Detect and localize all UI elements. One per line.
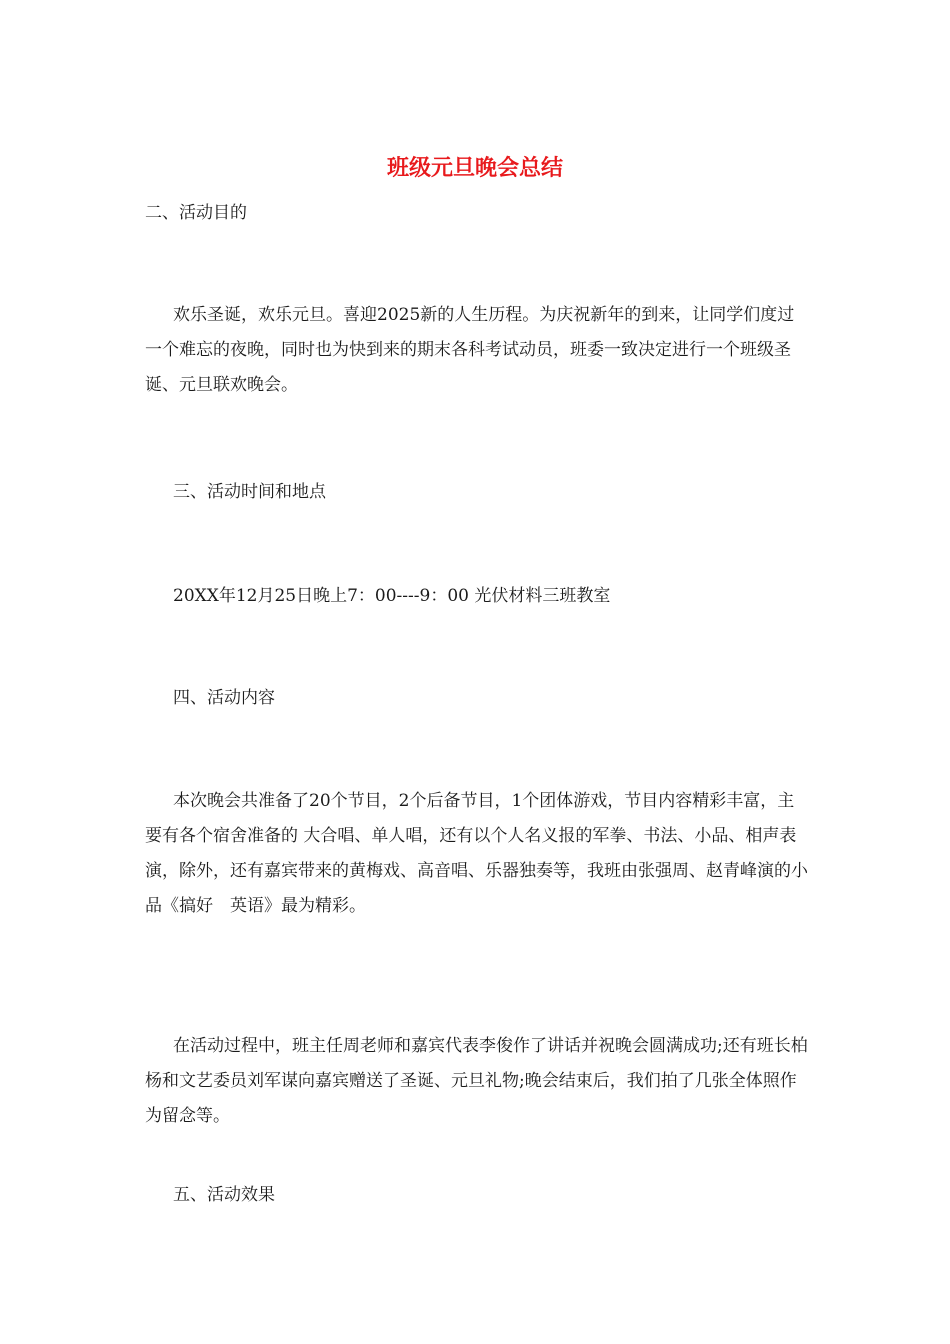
- paragraph-purpose: 欢乐圣诞，欢乐元旦。喜迎2025新的人生历程。为庆祝新年的到来，让同学们度过一个难忘的夜晚，同时也为快到来的期末各科考试动员，班委一致决定进行一个班级圣诞、元旦联欢晚会。: [145, 305, 795, 395]
- paragraph-time-place: 20XX年12月25日晚上7：00----9：00 光伏材料三班教室: [173, 586, 611, 606]
- section-heading-time-place: 三、活动时间和地点: [173, 482, 326, 502]
- paragraph-content-process: 在活动过程中，班主任周老师和嘉宾代表李俊作了讲话并祝晚会圆满成功;还有班长柏杨和文艺委员刘军谋向嘉宾赠送了圣诞、元旦礼物;晚会结束后，我们拍了几张全体照作为留念等。: [145, 1036, 808, 1126]
- paragraph-content-programs: 本次晚会共准备了20个节目，2个后备节目，1个团体游戏，节目内容精彩丰富，主要有各个宿舍准备的 大合唱、单人唱，还有以个人名义报的军拳、书法、小品、相声表演，除外，还有嘉宾带来的黄梅戏、高音唱、乐器独奏等，我班由张强周、赵青峰演的小品《搞好 英语》最为精彩。: [145, 791, 808, 916]
- section-heading-content: 四、活动内容: [173, 688, 275, 708]
- document-title: 班级元旦晚会总结: [386, 155, 563, 181]
- section-heading-purpose: 二、活动目的: [145, 203, 247, 223]
- section-heading-effect: 五、活动效果: [173, 1185, 275, 1205]
